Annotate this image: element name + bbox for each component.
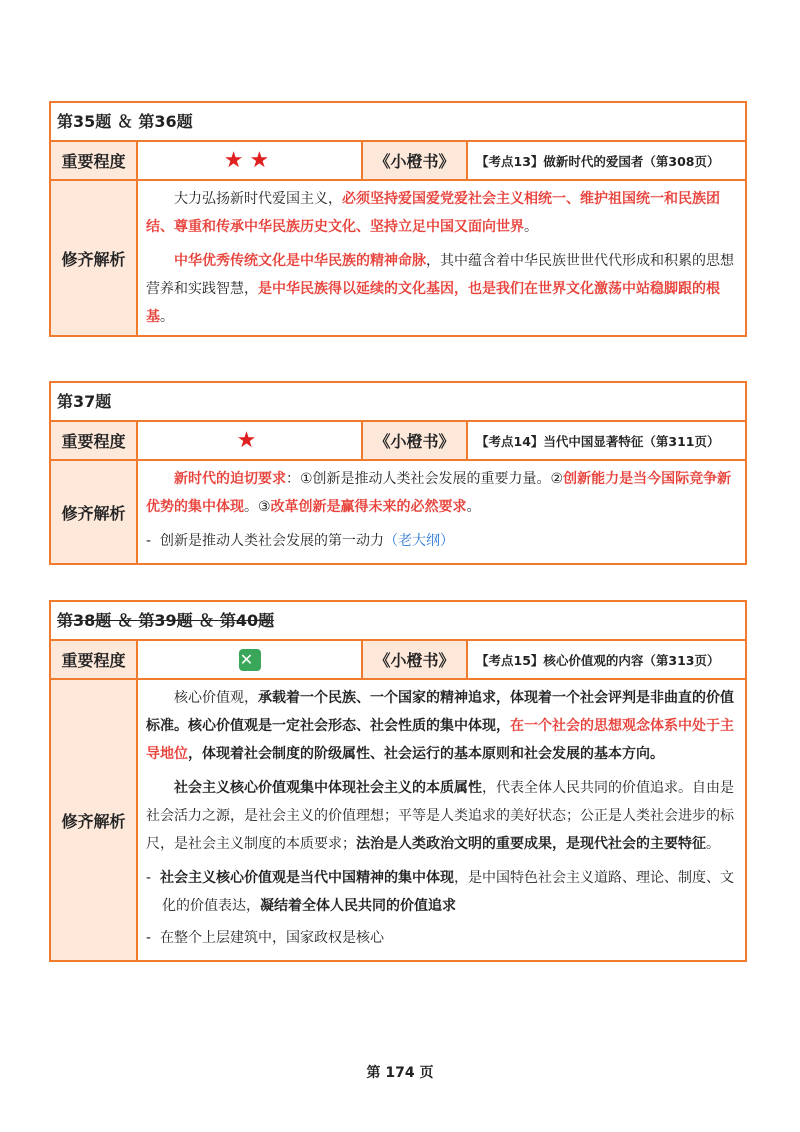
question-card-38-40 <box>49 600 747 962</box>
cross-mark-icon: ✕ <box>239 649 260 669</box>
bullet-item: - 创新是推动人类社会发展的第一动力（老大纲） <box>146 533 454 549</box>
analysis-label: 修齐解析 <box>51 461 138 563</box>
analysis-row <box>51 680 745 960</box>
card-title: 第35题 ＆ 第36题 <box>51 103 745 142</box>
star-rating: ★ <box>138 422 363 459</box>
book-title: 《小橙书》 <box>363 641 468 678</box>
meta-row <box>51 641 745 680</box>
analysis-content <box>138 461 745 563</box>
paragraph: 核心价值观，承载着一个民族、一个国家的精神追求，体现着一个社会评判是非曲直的价值标准。核心价值观是一定社会形态、社会性质的集中体现，在一个社会的思想观念体系中处于主导地位，体现着社会制度的阶级属性、社会运行的基本原则和社会发展的基本方向。 <box>146 690 734 762</box>
page-number: 第 174 页 <box>366 1065 434 1081</box>
book-title: 《小橙书》 <box>363 422 468 459</box>
question-card-35-36 <box>49 101 747 337</box>
kaodian-reference: 【考点14】当代中国显著特征（第311页） <box>468 422 745 459</box>
paragraph: 新时代的迫切要求：①创新是推动人类社会发展的重要力量。②创新能力是当今国际竞争新优势的集中体现。③改革创新是赢得未来的必然要求。 <box>146 471 732 515</box>
paragraph: 社会主义核心价值观集中体现社会主义的本质属性，代表全体人民共同的价值追求。自由是社会活力之源，是社会主义的价值理想；平等是人类追求的美好状态；公正是人类社会进步的标尺，是社会主义制度的本质要求；法治是人类政治文明的重要成果，是现代社会的主要特征。 <box>146 780 734 852</box>
meta-row <box>51 422 745 461</box>
analysis-label: 修齐解析 <box>51 680 138 960</box>
paragraph: 大力弘扬新时代爱国主义，必须坚持爱国爱党爱社会主义相统一、维护祖国统一和民族团结、尊重和传承中华民族历史文化、坚持立足中国又面向世界。 <box>146 191 720 235</box>
importance-label: 重要程度 <box>51 142 138 179</box>
analysis-content <box>138 181 745 335</box>
analysis-row <box>51 461 745 563</box>
card-title: 第37题 <box>51 383 745 422</box>
question-card-37 <box>49 381 747 565</box>
book-title: 《小橙书》 <box>363 142 468 179</box>
paragraph: 中华优秀传统文化是中华民族的精神命脉，其中蕴含着中华民族世世代代形成和积累的思想营养和实践智慧，是中华民族得以延续的文化基因，也是我们在世界文化激荡中站稳脚跟的根基。 <box>146 253 734 325</box>
importance-mark <box>138 641 363 678</box>
importance-label: 重要程度 <box>51 422 138 459</box>
bullet-item: - 社会主义核心价值观是当代中国精神的集中体现，是中国特色社会主义道路、理论、制度、文化的价值表达，凝结着全体人民共同的价值追求 <box>146 870 734 914</box>
analysis-content <box>138 680 745 960</box>
importance-label: 重要程度 <box>51 641 138 678</box>
analysis-label: 修齐解析 <box>51 181 138 335</box>
bullet-item: - 在整个上层建筑中，国家政权是核心 <box>146 930 384 946</box>
card-title: 第38题 ＆ 第39题 ＆ 第40题 <box>51 602 745 641</box>
kaodian-reference: 【考点15】核心价值观的内容（第313页） <box>468 641 745 678</box>
kaodian-reference: 【考点13】做新时代的爱国者（第308页） <box>468 142 745 179</box>
meta-row <box>51 142 745 181</box>
analysis-row <box>51 181 745 335</box>
star-rating: ★★ <box>138 142 363 179</box>
